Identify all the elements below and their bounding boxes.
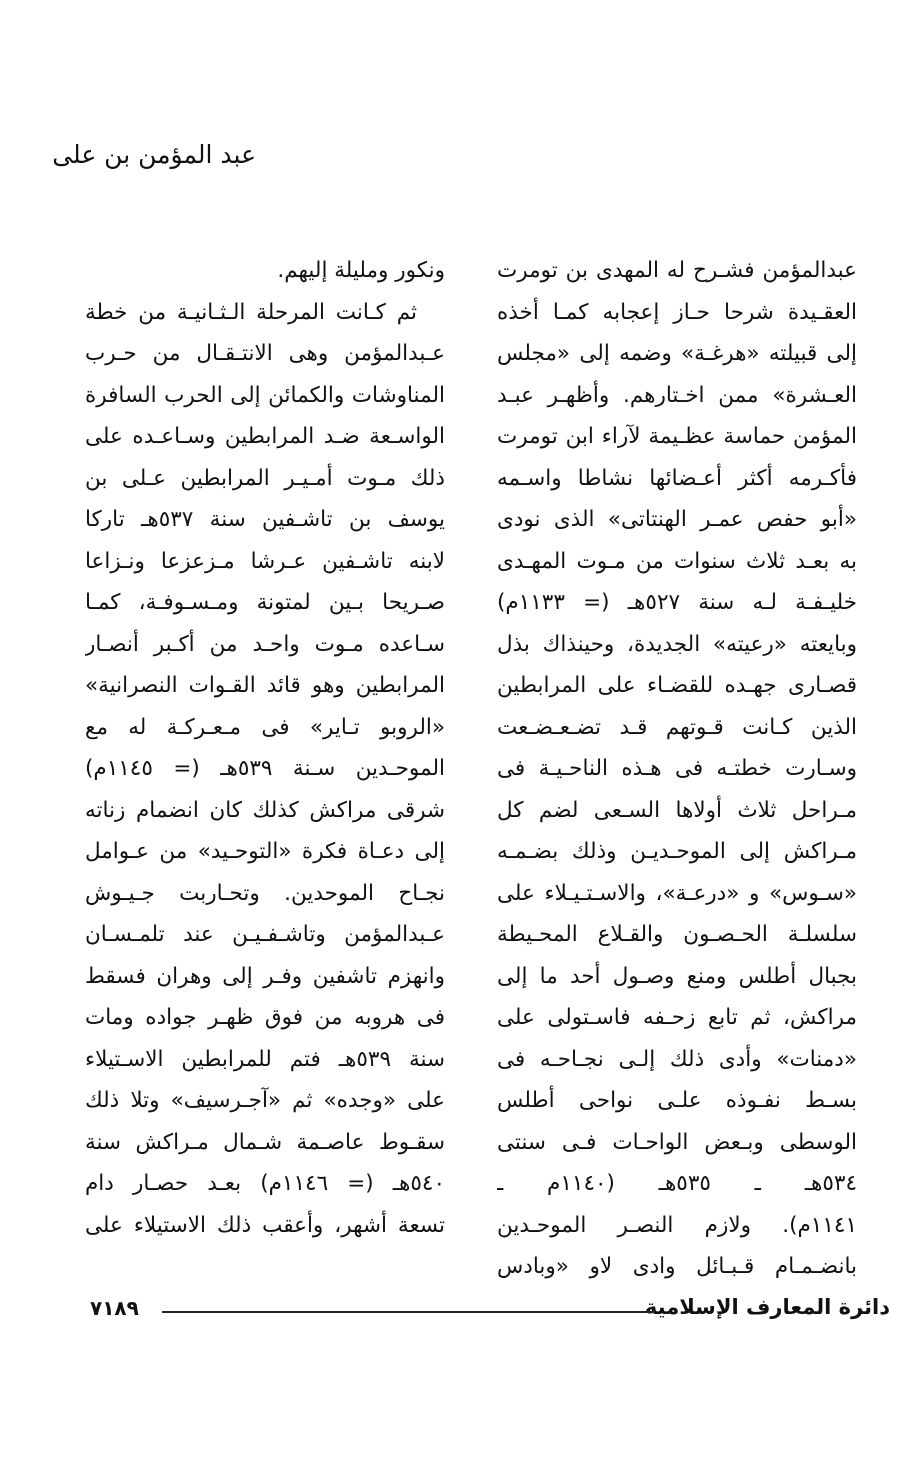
text-line: فأكـرمه أكثر أعـضائها نشاطا واسـمه [497, 465, 857, 491]
text-line: الذين كـانت قـوتهم قـد تضـعـضـعت [497, 714, 857, 740]
text-line: مـراحل ثلاث أولاها السـعى لضم كل [497, 797, 857, 823]
text-line: إلى دعـاة فكرة «التوحـيد» من عـوامل [85, 839, 445, 864]
text-line: صـريحا بـين لمتونة ومـسـوفـة، كمـا [85, 590, 445, 615]
running-header: عبد المؤمن بن على [52, 140, 256, 169]
text-line: سقـوط عاصـمة شـمال مـراكش سنة [85, 1129, 445, 1155]
text-line: سنة ٥٣٩هـ فتم للمرابطين الاسـتيلاء [85, 1046, 445, 1072]
text-line: فى هروبه من فوق ظهـر جواده ومات [85, 1005, 445, 1030]
footer-title: دائرة المعارف الإسلامية [644, 1295, 890, 1319]
text-line: وبايعته «رعيته» الجديدة، وحينذاك بذل [497, 631, 857, 657]
text-line: ٥٤٠هـ (= ١١٤٦م) بعـد حصـار دام [85, 1171, 445, 1196]
text-line: الموحـدين سـنة ٥٣٩هـ (= ١١٤٥م) [85, 756, 445, 781]
text-line: لابنه تاشـفين عـرشا مـزعزعا ونـزاعا [85, 548, 445, 574]
text-column-left [85, 250, 445, 1246]
text-line: نجـاح الموحدين. وتحـاربت جـيـوش [85, 880, 445, 906]
text-line: بسـط نفـوذه علـى نواحى أطلس [497, 1088, 857, 1113]
text-line: العقـيدة شرحا حـاز إعجابه كمـا أخذه [497, 299, 857, 325]
text-line: عـبدالمؤمن وهى الانتـقـال من حـرب [85, 341, 445, 366]
text-line: على «وجده» ثم «آجـرسيف» وتلا ذلك [85, 1088, 445, 1113]
text-line: وانهزم تاشفين وفـر إلى وهران فسقط [85, 963, 445, 989]
footer-rule [162, 1311, 655, 1313]
text-line: سـاعده مـوت واحـد من أكـبر أنصـار [85, 631, 445, 657]
text-line: وسـارت خطتـه فى هـذه الناحـيـة فى [497, 756, 857, 781]
text-line: «سـوس» و «درعـة»، والاسـتـيـلاء على [497, 880, 857, 906]
text-line: به بعـد ثلاث سنوات من مـوت المهـدى [497, 548, 857, 574]
footer [90, 1295, 890, 1325]
text-column-right [497, 250, 857, 1288]
text-line: تسعة أشهر، وأعقب ذلك الاستيلاء على [85, 1212, 445, 1238]
text-line: بانضـمـام قـبـائل وادى لاو «وبادس [497, 1254, 857, 1279]
text-line: مراكش، ثم تابع زحـفه فاسـتولى على [497, 1005, 857, 1030]
text-line: إلى قبيلته «هرغـة» وضمه إلى «مجلس [497, 341, 857, 366]
text-line: عبدالمؤمن فشـرح له المهدى بن تومرت [497, 258, 857, 283]
text-line: «دمنات» وأدى ذلك إلـى نجـاحـه فى [497, 1046, 857, 1072]
text-line: شرقى مراكش كذلك كان انضمام زناته [85, 797, 445, 823]
text-line: «الروبو تـاير» فى مـعـركـة له مع [85, 714, 445, 740]
text-line: ونكور ومليلة إليهم. [277, 258, 445, 283]
text-line: الواسـعة ضـد المرابطين وسـاعـده على [85, 424, 445, 449]
text-line: ١١٤١م). ولازم النصـر الموحـدين [497, 1212, 857, 1238]
text-line: مـراكش إلى الموحـديـن وذلك بضـمـه [497, 839, 857, 864]
text-line: ٥٣٤هـ ـ ٥٣٥هـ (١١٤٠م ـ [497, 1171, 857, 1196]
text-line: قصـارى جهـده للقضـاء على المرابطين [497, 673, 857, 698]
text-line: يوسف بن تاشـفين سنة ٥٣٧هـ تاركا [85, 507, 445, 532]
text-line: المؤمن حماسة عظـيمة لآراء ابن تومرت [497, 424, 857, 449]
text-line: الوسطى وبـعض الواحـات فـى سنتى [497, 1129, 857, 1155]
text-line: العـشرة» ممن اخـتارهم. وأظهـر عبـد [497, 382, 857, 408]
text-line: بجبال أطلس ومنع وصـول أحد ما إلى [497, 963, 857, 989]
text-line: سلسلـة الحـصـون والقـلاع المحـيطة [497, 922, 857, 947]
text-line: المرابطين وهو قائد القـوات النصرانية» [85, 673, 445, 698]
text-line: خليـفـة لـه سنة ٥٢٧هـ (= ١١٣٣م) [497, 590, 857, 615]
text-line: ثم كـانت المرحلة الـثـانيـة من خطة [85, 299, 417, 325]
text-line: المناوشات والكمائن إلى الحرب السافرة [85, 382, 445, 408]
text-line: عـبدالمؤمن وتاشـفـيـن عند تلمـسـان [85, 922, 445, 947]
text-line: «أبو حفص عمـر الهنتاتى» الذى نودى [497, 507, 857, 532]
text-line: ذلك مـوت أمـيـر المرابطين عـلى بن [85, 465, 445, 491]
page-number: ٧١٨٩ [90, 1296, 139, 1320]
